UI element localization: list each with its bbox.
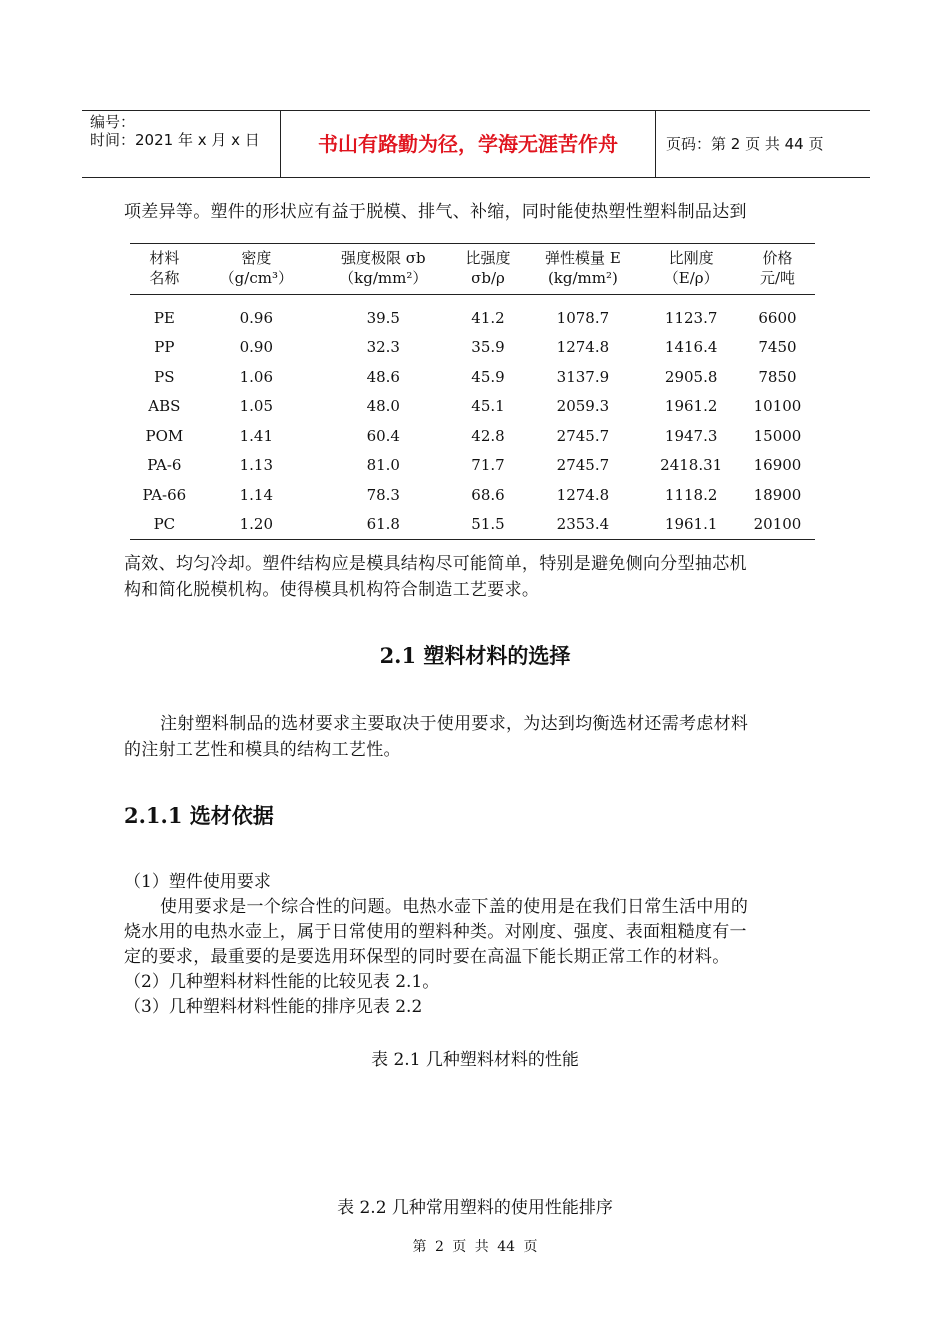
column-header-line: （kg/mm²） xyxy=(339,269,428,287)
table-cell: 2905.8 xyxy=(664,367,718,386)
table-cell: 78.3 xyxy=(366,485,400,504)
table-cell: 1.20 xyxy=(239,515,274,534)
column-header-line: 比强度 xyxy=(465,249,511,267)
table-cell: 1118.2 xyxy=(664,485,718,504)
table-row xyxy=(130,510,815,540)
table-cell: 32.3 xyxy=(366,338,400,357)
table-cell: 1.14 xyxy=(239,485,274,504)
table-cell: 1078.7 xyxy=(556,308,610,327)
table-cell: 60.4 xyxy=(366,426,400,445)
item3: （3）几种塑料材料性能的排序见表 2.2 xyxy=(124,997,423,1017)
table-row xyxy=(130,362,815,392)
table-cell: 0.90 xyxy=(239,338,274,357)
item1-text-2: 烧水用的电热水壶上，属于日常使用的塑料种类。对刚度、强度、表面粗糙度有一 xyxy=(124,922,747,942)
column-header-line: 元/吨 xyxy=(759,269,795,287)
item2: （2）几种塑料材料性能的比较见表 2.1。 xyxy=(124,972,440,992)
table-body xyxy=(130,295,815,540)
intro-line-2: 的注射工艺性和模具的结构工艺性。 xyxy=(124,740,401,760)
table-row xyxy=(130,421,815,451)
table-cell: 6600 xyxy=(758,308,797,327)
column-header-line: （g/cm³） xyxy=(219,269,293,287)
table-row xyxy=(130,392,815,422)
table-cell: 68.6 xyxy=(471,485,505,504)
table-cell: 1.06 xyxy=(239,367,274,386)
doc-number-label: 编号： xyxy=(90,113,136,131)
table-cell: 61.8 xyxy=(366,515,400,534)
table-cell: 71.7 xyxy=(471,456,505,475)
item1-text-1: 使用要求是一个综合性的问题。电热水壶下盖的使用是在我们日常生活中用的 xyxy=(160,897,749,917)
table-cell: 48.6 xyxy=(366,367,400,386)
table-row xyxy=(130,295,815,333)
table-cell: 20100 xyxy=(753,515,802,534)
column-header-line: σb/ρ xyxy=(471,269,505,287)
table-row xyxy=(130,333,815,363)
table-cell: 2353.4 xyxy=(556,515,610,534)
column-header-line: 弹性模量 E xyxy=(545,249,621,267)
table-cell: 1961.2 xyxy=(664,397,718,416)
table-cell: POM xyxy=(145,426,184,445)
table-cell: 2059.3 xyxy=(556,397,610,416)
table-cell: 2745.7 xyxy=(556,426,610,445)
column-header xyxy=(740,244,815,295)
table-cell: 1274.8 xyxy=(556,485,610,504)
table-cell: 41.2 xyxy=(471,308,505,327)
table-cell: 15000 xyxy=(753,426,802,445)
table-cell: 2745.7 xyxy=(556,456,610,475)
table-cell: 42.8 xyxy=(471,426,505,445)
table-cell: 2418.31 xyxy=(660,456,723,475)
table-cell: 1.13 xyxy=(239,456,274,475)
table-cell: PP xyxy=(154,338,175,357)
header-page-code: 页码：第 2 页 共 44 页 xyxy=(666,135,824,153)
column-header xyxy=(314,244,453,295)
table-cell: 7450 xyxy=(758,338,797,357)
subsection-title: 2.1.1 选材依据 xyxy=(124,803,274,828)
item1-title: （1）塑件使用要求 xyxy=(124,872,271,892)
column-header-line: 名称 xyxy=(149,269,180,287)
table-cell: 1.05 xyxy=(239,397,274,416)
table-cell: 1947.3 xyxy=(664,426,718,445)
doc-time-label: 时间：2021 年 x 月 x 日 xyxy=(90,131,260,149)
table-cell: PC xyxy=(153,515,176,534)
table-row xyxy=(130,480,815,510)
column-header-line: 强度极限 σb xyxy=(340,249,426,267)
column-header-line: 材料 xyxy=(149,249,180,267)
table-row xyxy=(130,451,815,481)
table-cell: 51.5 xyxy=(471,515,505,534)
table-cell: PA-6 xyxy=(147,456,182,475)
table-cell: 16900 xyxy=(753,456,802,475)
table-cell: 39.5 xyxy=(366,308,400,327)
table-caption-2-2: 表 2.2 几种常用塑料的使用性能排序 xyxy=(337,1198,613,1218)
page-header xyxy=(82,110,870,178)
column-header xyxy=(130,244,199,295)
paragraph-after-table-2: 构和简化脱模机构。使得模具机构符合制造工艺要求。 xyxy=(124,580,540,600)
column-header-line: 密度 xyxy=(241,249,272,267)
table-cell: 3137.9 xyxy=(556,367,610,386)
table-cell: 35.9 xyxy=(471,338,505,357)
table-cell: PS xyxy=(154,367,175,386)
column-header-line: 价格 xyxy=(762,249,793,267)
column-header-line: (kg/mm²) xyxy=(547,269,618,287)
paragraph-after-table-1: 高效、均匀冷却。塑件结构应是模具结构尽可能简单，特别是避免侧向分型抽芯机 xyxy=(124,554,747,574)
header-motto: 书山有路勤为径，学海无涯苦作舟 xyxy=(281,111,656,177)
table-cell: 18900 xyxy=(753,485,802,504)
table-cell: 45.1 xyxy=(471,397,505,416)
table-cell: 10100 xyxy=(753,397,802,416)
section-title: 2.1 塑料材料的选择 xyxy=(379,643,571,668)
table-cell: 81.0 xyxy=(366,456,400,475)
table-header-row xyxy=(130,244,815,295)
column-header xyxy=(642,244,740,295)
column-header xyxy=(199,244,314,295)
table-cell: ABS xyxy=(148,397,181,416)
materials-table xyxy=(130,243,815,540)
table-cell: 48.0 xyxy=(366,397,400,416)
table-cell: 45.9 xyxy=(471,367,505,386)
table-cell: PA-66 xyxy=(142,485,187,504)
page-footer: 第 2 页 共 44 页 xyxy=(412,1239,538,1255)
table-cell: 1416.4 xyxy=(664,338,718,357)
column-header-line: 比刚度 xyxy=(668,249,714,267)
table-caption-2-1: 表 2.1 几种塑料材料的性能 xyxy=(371,1050,579,1070)
paragraph-top: 项差异等。塑件的形状应有益于脱模、排气、补缩，同时能使热塑性塑料制品达到 xyxy=(124,202,747,222)
table-cell: 1274.8 xyxy=(556,338,610,357)
header-meta xyxy=(82,111,281,177)
table-cell: 7850 xyxy=(758,367,797,386)
table-cell: 1961.1 xyxy=(664,515,718,534)
intro-line-1: 注射塑料制品的选材要求主要取决于使用要求，为达到均衡选材还需考虑材料 xyxy=(160,714,749,734)
table-cell: 1.41 xyxy=(239,426,274,445)
column-header xyxy=(523,244,642,295)
table-cell: PE xyxy=(153,308,175,327)
table-cell: 0.96 xyxy=(239,308,274,327)
item1-text-3: 定的要求，最重要的是要选用环保型的同时要在高温下能长期正常工作的材料。 xyxy=(124,947,730,967)
column-header-line: （E/ρ） xyxy=(663,269,719,287)
table-cell: 1123.7 xyxy=(664,308,718,327)
column-header xyxy=(453,244,524,295)
